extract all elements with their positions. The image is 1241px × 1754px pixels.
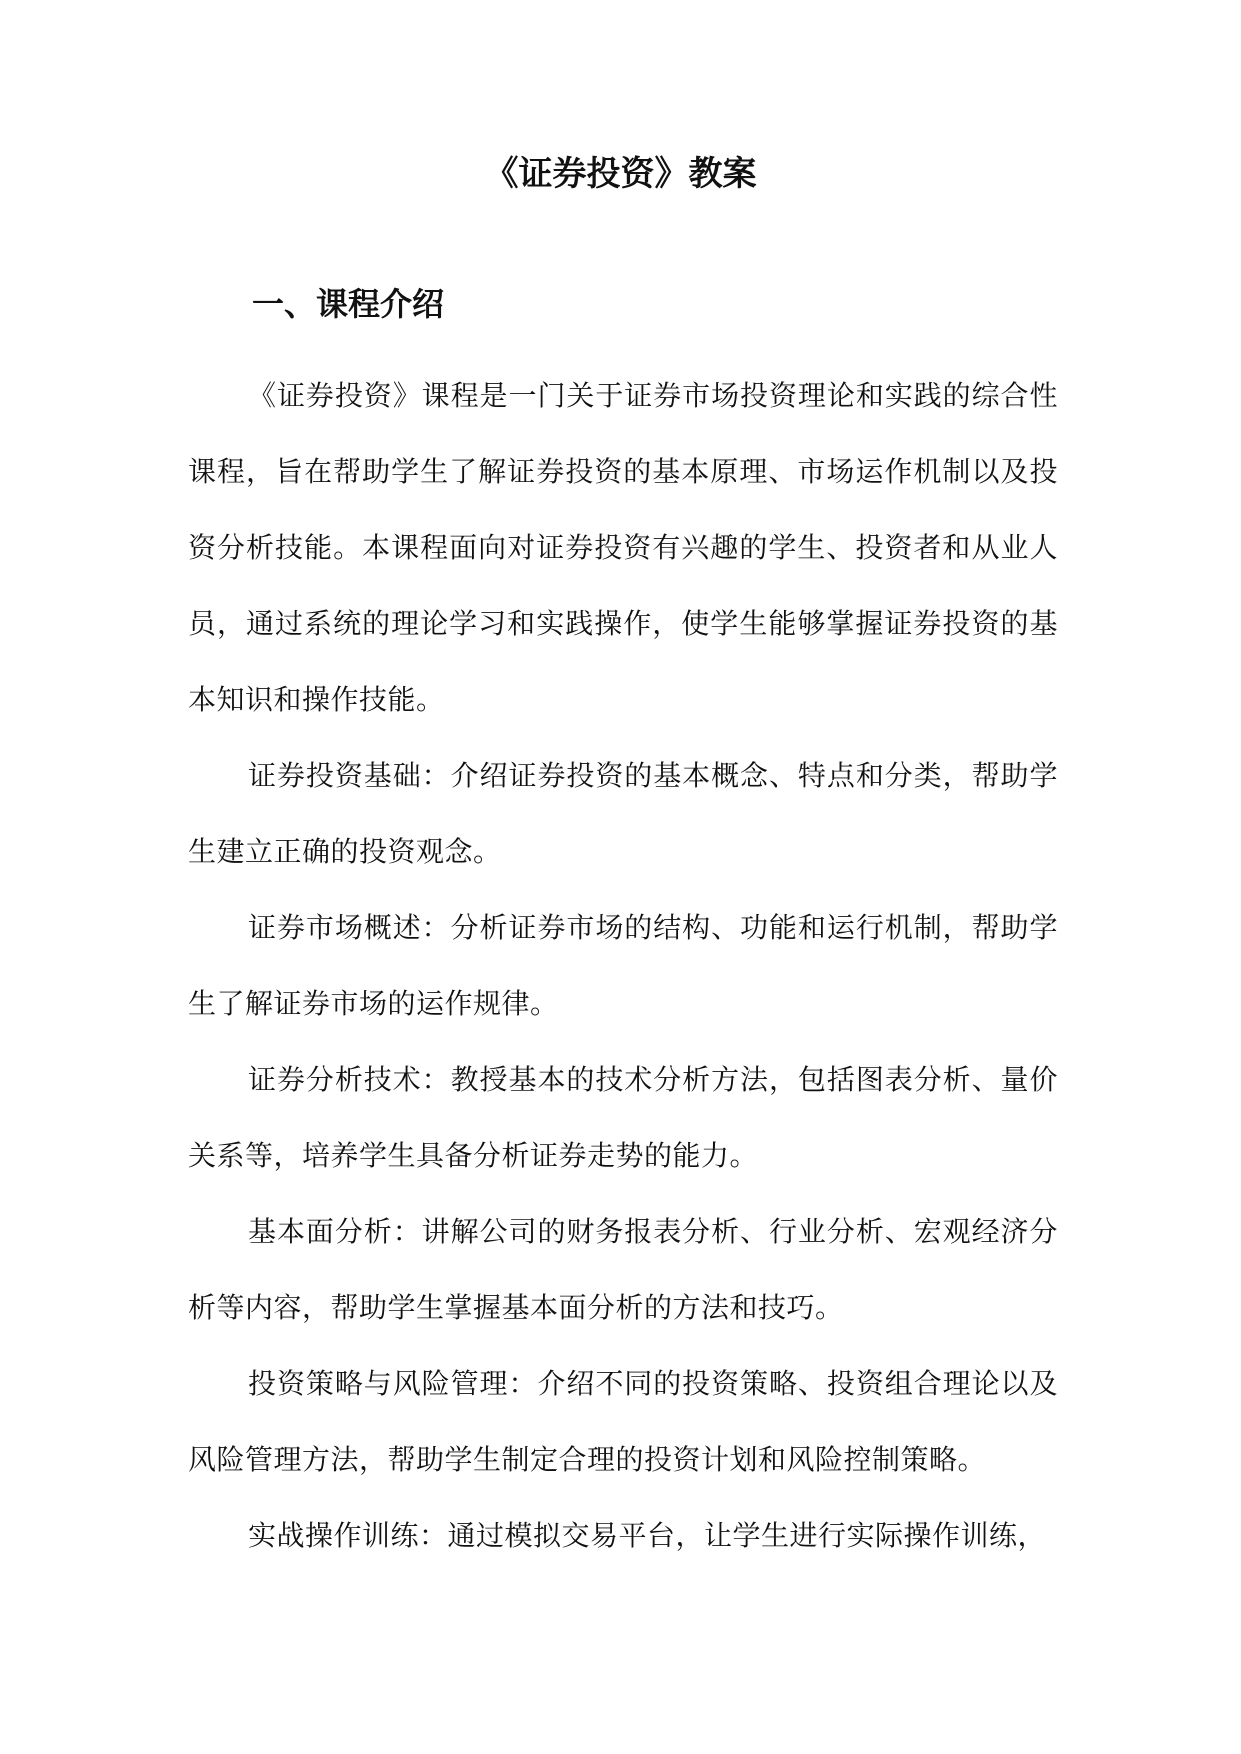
paragraph-fundamental-analysis: 基本面分析：讲解公司的财务报表分析、行业分析、宏观经济分析等内容，帮助学生掌握基本面分析的方法和技巧。 (188, 1215, 1058, 1324)
paragraph-basics: 证券投资基础：介绍证券投资的基本概念、特点和分类，帮助学生建立正确的投资观念。 (188, 759, 1058, 868)
paragraph-market-overview: 证券市场概述：分析证券市场的结构、功能和运行机制，帮助学生了解证券市场的运作规律。 (188, 911, 1058, 1020)
document-body (188, 358, 1058, 1574)
section-heading: 一、课程介绍 (252, 285, 445, 323)
paragraph-strategy-risk: 投资策略与风险管理：介绍不同的投资策略、投资组合理论以及风险管理方法，帮助学生制定合理的投资计划和风险控制策略。 (188, 1367, 1058, 1476)
paragraph-technical-analysis: 证券分析技术：教授基本的技术分析方法，包括图表分析、量价关系等，培养学生具备分析证券走势的能力。 (188, 1063, 1058, 1172)
paragraph-intro: 《证券投资》课程是一门关于证券市场投资理论和实践的综合性课程，旨在帮助学生了解证券投资的基本原理、市场运作机制以及投资分析技能。本课程面向对证券投资有兴趣的学生、投资者和从业人员，通过系统的理论学习和实践操作，使学生能够掌握证券投资的基本知识和操作技能。 (188, 379, 1058, 716)
paragraph-practice: 实战操作训练：通过模拟交易平台，让学生进行实际操作训练， (248, 1519, 1047, 1552)
document-title: 《证券投资》教案 (484, 154, 757, 194)
